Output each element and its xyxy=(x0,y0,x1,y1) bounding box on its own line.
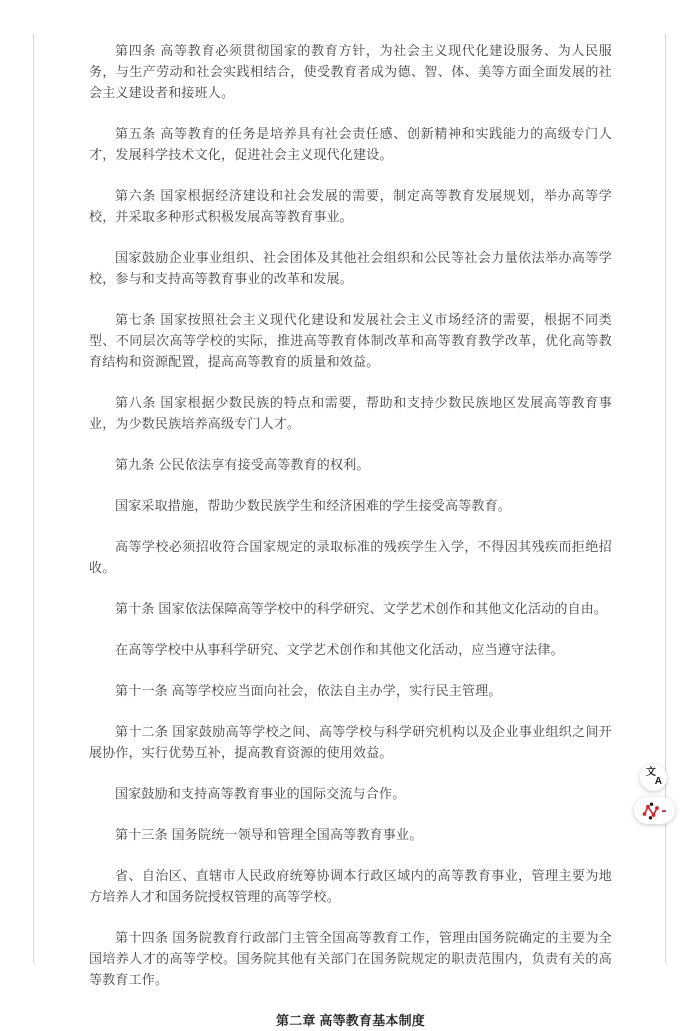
translate-button[interactable] xyxy=(640,764,667,791)
paragraph: 第十二条 国家鼓励高等学校之间、高等学校与科学研究机构以及企业事业组织之间开展协作，实行优势互补，提高教育资源的使用效益。 xyxy=(89,724,612,760)
paragraph: 省、自治区、直辖市人民政府统筹协调本行政区域内的高等教育事业，管理主要为地方培养人才和国务院授权管理的高等学校。 xyxy=(89,868,612,904)
document-body xyxy=(89,40,612,990)
paragraph: 第七条 国家按照社会主义现代化建设和发展社会主义市场经济的需要，根据不同类型、不同层次高等学校的实际，推进高等教育体制改革和高等教育教学改革，优化高等教育结构和资源配置，提高高等教育的质量和效益。 xyxy=(89,312,612,369)
paragraph: 国家鼓励和支持高等教育事业的国际交流与合作。 xyxy=(115,786,406,801)
paragraph: 国家采取措施，帮助少数民族学生和经济困难的学生接受高等教育。 xyxy=(115,498,512,513)
translate-icon-char-top: 文 xyxy=(646,767,656,778)
paragraph: 第八条 国家根据少数民族的特点和需要，帮助和支持少数民族地区发展高等教育事业，为少数民族培养高级专门人才。 xyxy=(89,395,612,431)
paragraph: 第六条 国家根据经济建设和社会发展的需要，制定高等教育发展规划，举办高等学校，并采取多种形式积极发展高等教育事业。 xyxy=(89,188,612,224)
paragraph: 第五条 高等教育的任务是培养具有社会责任感、创新精神和实践能力的高级专门人才，发展科学技术文化，促进社会主义现代化建设。 xyxy=(89,126,612,162)
paragraph: 第十一条 高等学校应当面向社会，依法自主办学，实行民主管理。 xyxy=(115,683,502,698)
paragraph: 第十条 国家依法保障高等学校中的科学研究、文学艺术创作和其他文化活动的自由。 xyxy=(115,601,608,616)
document-page xyxy=(33,33,666,1028)
translate-icon-char-bottom: A xyxy=(654,776,662,787)
graph-button[interactable] xyxy=(634,797,675,824)
paragraph: 第四条 高等教育必须贯彻国家的教育方针，为社会主义现代化建设服务、为人民服务，与生产劳动和社会实践相结合，使受教育者成为德、智、体、美等方面全面发展的社会主义建设者和接班人。 xyxy=(89,43,612,100)
paragraph: 国家鼓励企业事业组织、社会团体及其他社会组织和公民等社会力量依法举办高等学校，参与和支持高等教育事业的改革和发展。 xyxy=(89,250,612,286)
knowledge-graph-icon xyxy=(641,802,667,820)
chapter-heading: 第二章 高等教育基本制度 xyxy=(275,1013,425,1028)
paragraph: 在高等学校中从事科学研究、文学艺术创作和其他文化活动，应当遵守法律。 xyxy=(115,642,564,657)
paragraph: 第十四条 国务院教育行政部门主管全国高等教育工作，管理由国务院确定的主要为全国培养人才的高等学校。国务院其他有关部门在国务院规定的职责范围内，负责有关的高等教育工作。 xyxy=(89,930,612,987)
paragraph: 第九条 公民依法享有接受高等教育的权利。 xyxy=(115,457,370,472)
paragraph: 高等学校必须招收符合国家规定的录取标准的残疾学生入学，不得因其残疾而拒绝招收。 xyxy=(89,539,612,575)
paragraph: 第十三条 国务院统一领导和管理全国高等教育事业。 xyxy=(115,827,423,842)
